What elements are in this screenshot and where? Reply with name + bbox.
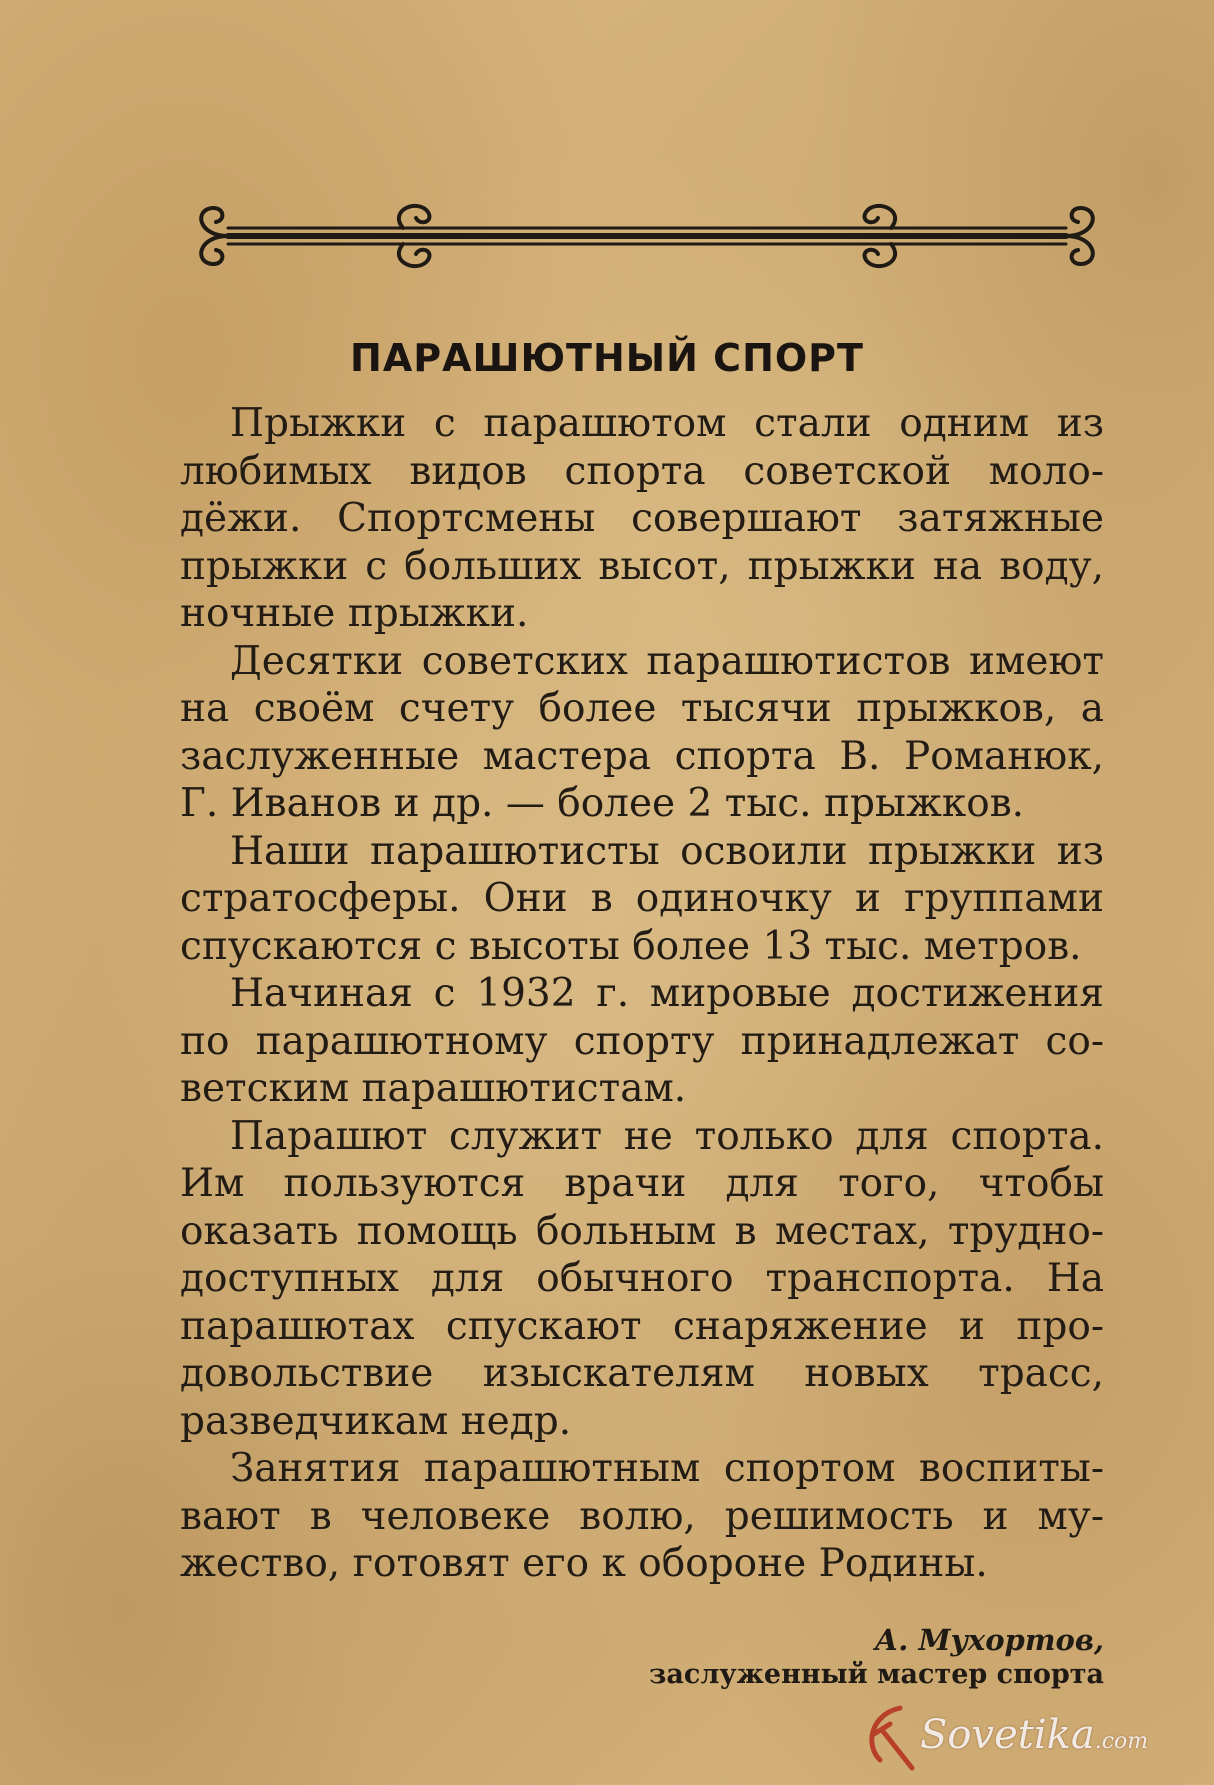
- ornament-divider: [188, 200, 1106, 280]
- author-name: А. Мухортов,: [874, 1623, 1104, 1657]
- paragraph-5: Парашют служит не только для спорта. Им пользуются врачи для того, чтобы оказать помощь больным в местах, труднодоступных для обычного транспорта. На парашютах спускают снаряжение и продовольствие изыскателям новых трасс, разведчикам недр.: [180, 1113, 1104, 1444]
- paragraph-2: Десятки советских парашютистов имеют на своём счету более тысячи прыжков, а заслуженные мастера спорта В. Романюк, Г. Иванов и др. — более 2 тыс. прыжков.: [180, 638, 1104, 826]
- paragraph-6: Занятия парашютным спортом воспитывают в человеке волю, решимость и мужество, готовят его к обороне Родины.: [180, 1446, 1104, 1586]
- site-watermark: [860, 1690, 1200, 1780]
- paragraph-4: Начиная с 1932 г. мировые достижения по парашютному спорту принадлежат советским парашютистам.: [180, 971, 1104, 1111]
- paragraph-1: Прыжки с парашютом стали одним из любимых видов спорта советской молодёжи. Спортсмены совершают затяжные прыжки с больших высот, прыжки на воду, ночные прыжки.: [180, 401, 1104, 636]
- signature-block: [649, 1622, 1104, 1692]
- paragraph-3: Наши парашютисты освоили прыжки из стратосферы. Они в одиночку и группами спускаются с высоты более 13 тыс. метров.: [180, 828, 1104, 969]
- article-body: [180, 400, 1104, 1588]
- watermark-text: Sovetika.com: [920, 1712, 1149, 1758]
- article-title: ПАРАШЮТНЫЙ СПОРТ: [350, 336, 864, 380]
- author-title: заслуженный мастер спорта: [649, 1659, 1104, 1690]
